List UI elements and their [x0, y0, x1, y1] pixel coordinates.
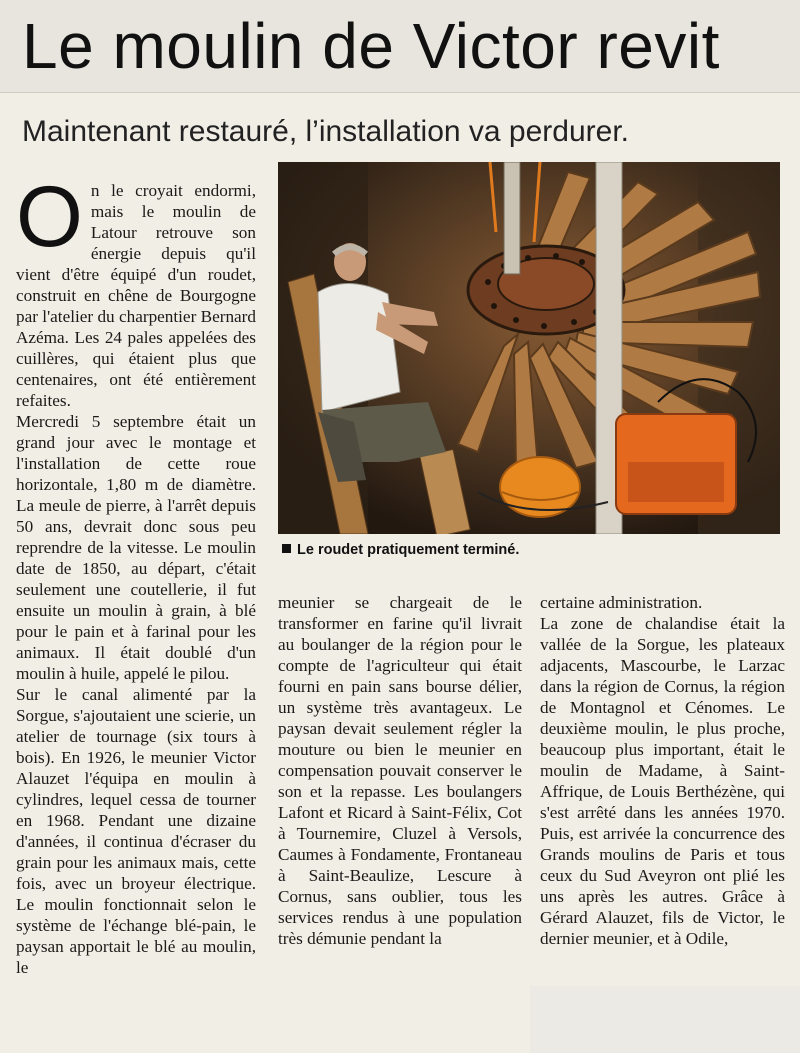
- article-subheadline: Maintenant restauré, l’installation va perdurer.: [22, 115, 630, 148]
- paragraph-canal: Sur le canal alimenté par la Sorgue, s'ajoutaient une scierie, un atelier de tournage (six tours à bois). En 1926, le meunier Victor Alauzet l'équipa en moulin à cylindres, lequel cessa de tourner en 1968. Pendant une dizaine d'années, il continua d'écraser du grain pour les animaux mais, cette fois, avec un broyeur électrique. Le moulin fonctionnait selon le système de l'échange blé-pain, le paysan apportait le blé au moulin, le: [16, 685, 256, 977]
- article-headline: Le moulin de Victor revit: [22, 10, 720, 82]
- caption-text: Le roudet pratiquement terminé.: [297, 542, 520, 558]
- photo-caption: [282, 542, 778, 558]
- paragraph-chalandise: La zone de chalandise était la vallée de la Sorgue, les plateaux adjacents, Mascourbe, le Larzac dans la région de Cornus, la région de Montagnol et Cénomes. Le deuxième moulin, le plus proche, beaucoup plus important, était le moulin de Madame, à Saint-Affrique, de Louis Berthézène, qui s'est arrêté dans les années 1970. Puis, est arrivée la concurrence des Grands moulins de Paris et tous ceux du Sud Aveyron ont plié les uns après les autres. Grâce à Gérard Alauzet, fils de Victor, le dernier meunier, et à Odile,: [540, 614, 785, 948]
- mill-wheel-illustration: [278, 162, 780, 534]
- blank-area: [530, 986, 800, 1053]
- caption-bullet-icon: [282, 544, 291, 553]
- article-photo: [278, 162, 780, 534]
- paragraph-exchange: meunier se chargeait de le transformer en farine qu'il livrait au boulanger de la région pour le compte de l'agriculteur qui était fourni en pain sans bourse délier, un système très avantageux. Le paysan devait seulement régler la mouture ou bien le meunier en compensation pouvait conserver le son et la repasse. Les boulangers Lafont et Ricard à Saint-Félix, Cot à Tournemire, Cluzel à Versols, Caumes à Fondamente, Frontaneau à Saint-Beaulize, Lescure à Cornus, sans oublier, tous les services rendus à une population très démunie pendant la: [278, 593, 522, 948]
- drop-cap: O: [16, 169, 83, 265]
- paragraph-administration: certaine administration.: [540, 593, 703, 612]
- article-column-1: [16, 169, 256, 978]
- article-column-2: [278, 592, 522, 949]
- paragraph-intro: n le croyait endormi, mais le moulin de Latour retrouve son énergie depuis qu'il vient d'être équipé d'un roudet, construit en chêne de Bourgogne par l'atelier du charpentier Bernard Azéma. Les 24 pales appelées des cuillères, qui étaient plus que centenaires, ont été entièrement refaites.: [16, 181, 256, 410]
- paragraph-installation: Mercredi 5 septembre était un grand jour avec le montage et l'installation de cette roue horizontale, 1,80 m de diamètre. La meule de pierre, à l'arrêt depuis 50 ans, devrait donc sous peu reprendre de la vitesse. Le moulin date de 1850, au départ, c'était seulement une coutellerie, il fut ensuite un moulin à grain, à blé pour le pain et à farinal pour les animaux. Il était doublé d'un moulin à huile, appelé le pilou.: [16, 412, 256, 683]
- article-column-3: [540, 592, 785, 949]
